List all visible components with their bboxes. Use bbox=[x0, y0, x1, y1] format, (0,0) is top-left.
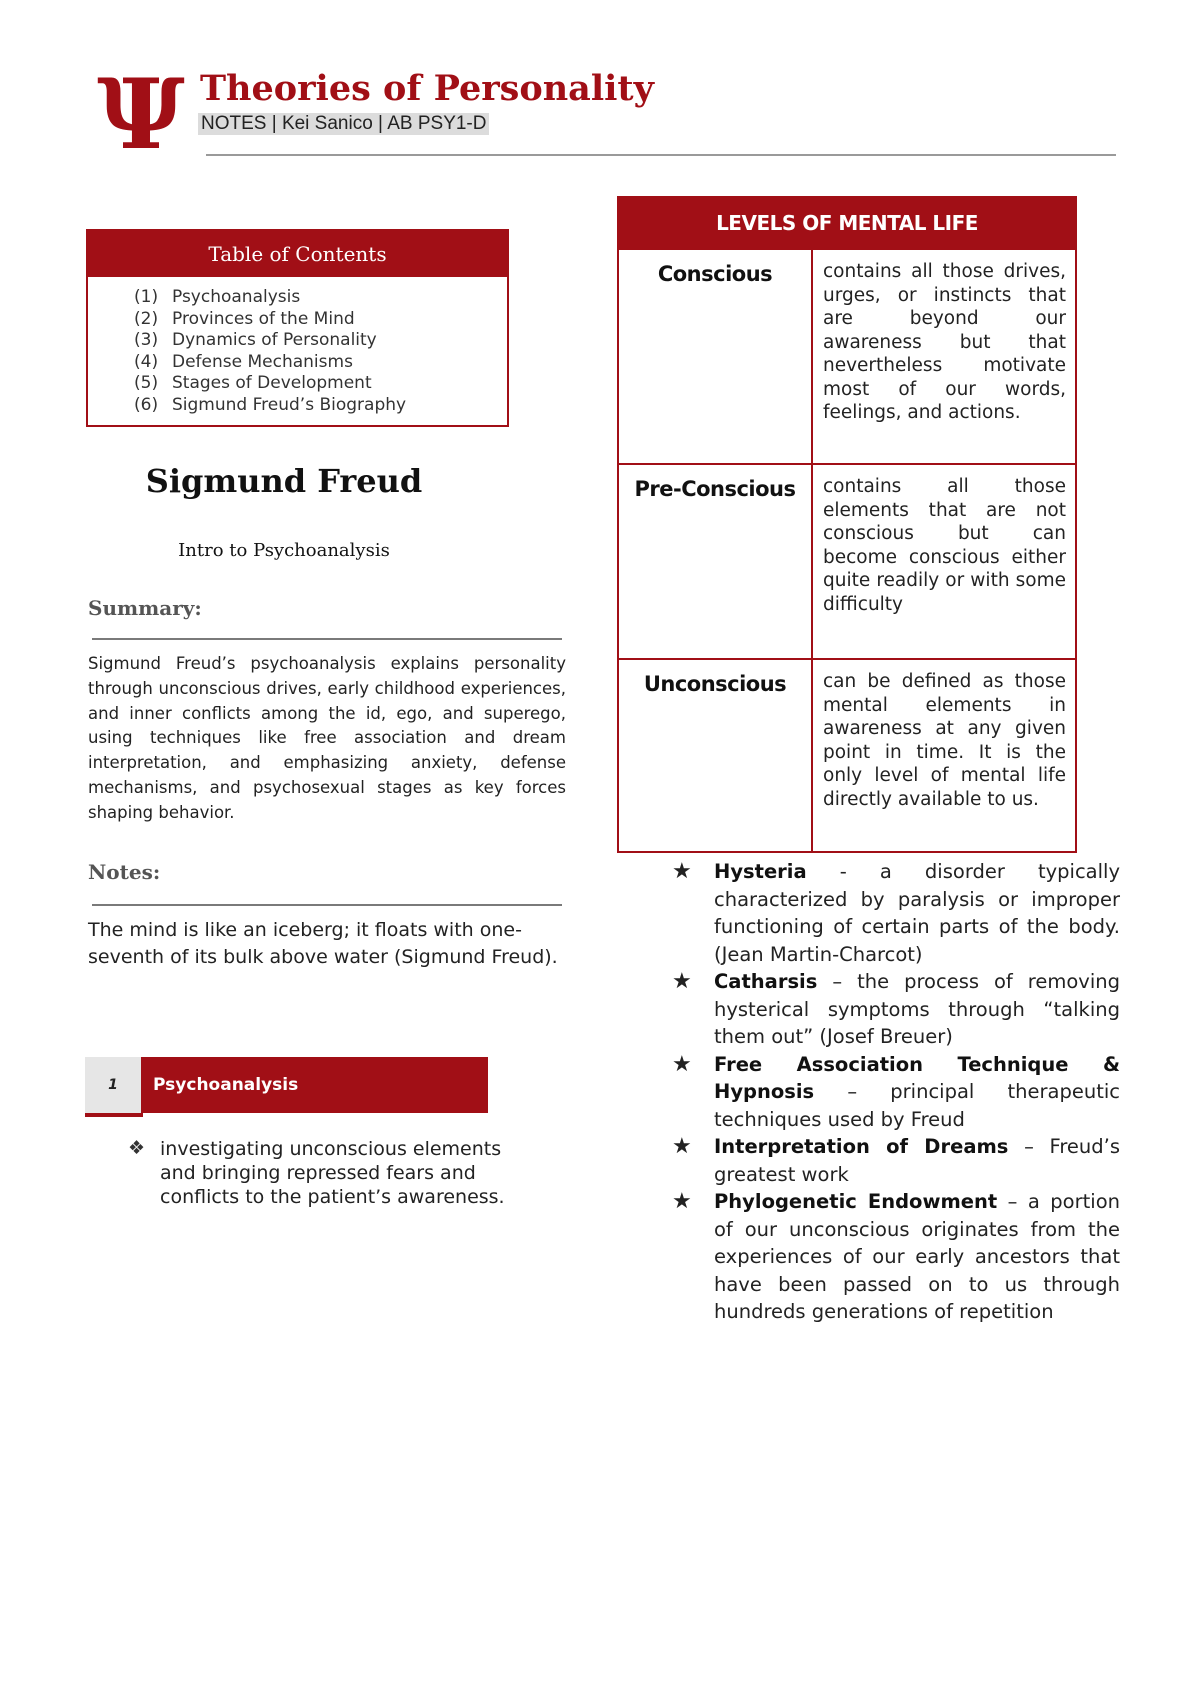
section-number-underline bbox=[85, 1113, 143, 1117]
star-icon: ★ bbox=[672, 1134, 692, 1159]
svg-text:Ψ: Ψ bbox=[97, 70, 185, 160]
section-number: 1 bbox=[85, 1057, 141, 1113]
section-title: Psychoanalysis bbox=[141, 1057, 488, 1113]
level-term: Unconscious bbox=[618, 659, 812, 852]
psi-logo-icon bbox=[96, 70, 186, 160]
summary-text: Sigmund Freud’s psychoanalysis explains personality through unconscious drives, early childhood experiences, and inner conflicts among the id, ego, and superego, using techniques like free association and dream interpretation, and emphasizing anxiety, defense mechanisms, and psychosexual stages as key forces shaping behavior. bbox=[88, 654, 566, 822]
section-bullet-text: investigating unconscious elements and bringing repressed fears and conflicts to the patient’s awareness. bbox=[160, 1138, 505, 1208]
level-definition: contains all those drives, urges, or instincts that are beyond our awareness but that nevertheless motivate most of our words, feelings, and actions. bbox=[812, 249, 1076, 464]
notes-label: Notes: bbox=[88, 860, 161, 884]
key-term-text: a disorder typically characterized by paralysis or improper functioning of certain parts of the body. (Jean Martin-Charcot) bbox=[714, 860, 1121, 966]
key-term: Interpretation of Dreams bbox=[714, 1135, 1009, 1158]
diamond-bullet-icon: ❖ bbox=[128, 1137, 146, 1159]
star-icon: ★ bbox=[672, 859, 692, 884]
levels-table-heading: LEVELS OF MENTAL LIFE bbox=[618, 197, 1076, 249]
summary-divider bbox=[92, 638, 562, 640]
key-term-text: Freud’s greatest work bbox=[714, 1135, 1120, 1186]
key-terms-list bbox=[672, 858, 1120, 1326]
toc-heading: Table of Contents bbox=[88, 231, 507, 277]
levels-table bbox=[617, 196, 1077, 853]
toc-item[interactable]: (2) Provinces of the Mind bbox=[134, 308, 355, 329]
level-term: Pre-Conscious bbox=[618, 464, 812, 659]
key-term-text: principal therapeutic techniques used by Freud bbox=[714, 1080, 1120, 1131]
subject-name: Sigmund Freud bbox=[145, 462, 423, 500]
page-title: Theories of Personality bbox=[200, 68, 654, 109]
level-definition: contains all those elements that are not conscious but can become conscious either quite readily or with some difficulty bbox=[812, 464, 1076, 659]
list-item: ★ Catharsis – the process of removing hysterical symptoms through “talking them out” (Josef Breuer) bbox=[672, 969, 1120, 1048]
header-divider bbox=[206, 154, 1116, 156]
intro-subtitle: Intro to Psychoanalysis bbox=[178, 540, 390, 561]
star-icon: ★ bbox=[672, 1051, 692, 1077]
level-term: Conscious bbox=[618, 249, 812, 464]
key-term: Hysteria bbox=[714, 860, 807, 883]
list-item: ★ Free Association Technique & Hypnosis – principal therapeutic techniques used by Freud bbox=[672, 1051, 1120, 1131]
section-banner bbox=[85, 1057, 488, 1115]
notes-divider bbox=[92, 904, 562, 906]
list-item: ★ Interpretation of Dreams – Freud’s greatest work bbox=[672, 1134, 1120, 1186]
page-subtitle: NOTES | Kei Sanico | AB PSY1-D bbox=[198, 113, 489, 135]
table-row bbox=[618, 464, 1076, 659]
toc-list bbox=[88, 277, 507, 416]
table-of-contents bbox=[86, 229, 509, 427]
summary-label: Summary: bbox=[88, 596, 202, 620]
level-definition: can be defined as those mental elements in awareness at any given point in time. It is the only level of mental life directly available to us. bbox=[812, 659, 1076, 852]
key-term-text: a portion of our unconscious originates from the experiences of our early ancestors that have been passed on to us through hundreds generations of repetition bbox=[714, 1190, 1120, 1323]
notes-text: The mind is like an iceberg; it floats with one-seventh of its bulk above water (Sigmund Freud). bbox=[88, 919, 558, 968]
star-icon: ★ bbox=[672, 969, 692, 994]
toc-item[interactable]: (4) Defense Mechanisms bbox=[134, 351, 353, 372]
psi-symbol-icon bbox=[96, 70, 186, 160]
table-row bbox=[618, 249, 1076, 464]
key-term: Phylogenetic Endowment bbox=[714, 1190, 998, 1213]
list-item: ★ Phylogenetic Endowment – a portion of our unconscious originates from the experiences of our early ancestors that have been passed on to us through hundreds generations of repetition bbox=[672, 1189, 1120, 1323]
toc-item[interactable]: (5) Stages of Development bbox=[134, 373, 372, 393]
list-item: ★ Hysteria - a disorder typically characterized by paralysis or improper functioning of certain parts of the body. (Jean Martin-Charcot) bbox=[672, 859, 1121, 966]
toc-item[interactable]: (1) Psychoanalysis bbox=[134, 287, 301, 307]
star-icon: ★ bbox=[672, 1189, 692, 1214]
key-term: Catharsis bbox=[714, 970, 818, 993]
toc-item[interactable]: (6) Sigmund Freud’s Biography bbox=[134, 394, 407, 415]
key-term-text: the process of removing hysterical symptoms through “talking them out” (Josef Breuer) bbox=[714, 970, 1120, 1048]
key-term: Free Association Technique & Hypnosis bbox=[714, 1052, 1120, 1103]
table-row bbox=[618, 659, 1076, 852]
toc-item[interactable]: (3) Dynamics of Personality bbox=[134, 330, 377, 350]
